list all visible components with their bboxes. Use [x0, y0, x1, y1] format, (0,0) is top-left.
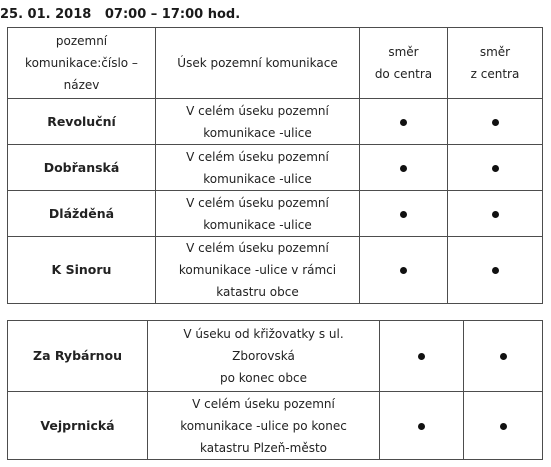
filled-circle-icon [492, 267, 499, 274]
direction-in-cell [360, 191, 448, 237]
column-header-direction-in [360, 28, 448, 99]
direction-in-cell [380, 392, 464, 460]
column-header-direction-in-line-1: směr [388, 45, 419, 59]
direction-in-cell [380, 321, 464, 392]
road-section-line: V úseku od křižovatky s ul. [183, 327, 344, 341]
road-name: Dobřanská [8, 145, 156, 191]
direction-out-cell [464, 392, 543, 460]
date-time-line: 25. 01. 2018 07:00 – 17:00 hod. [0, 7, 241, 22]
filled-circle-icon [400, 267, 407, 274]
table-row [8, 191, 543, 237]
filled-circle-icon [492, 119, 499, 126]
filled-circle-icon [400, 165, 407, 172]
road-name: Dlážděná [8, 191, 156, 237]
column-header-direction-in-line-2: do centra [374, 67, 433, 81]
filled-circle-icon [418, 353, 425, 360]
road-name: K Sinoru [8, 237, 156, 304]
road-section [156, 237, 360, 304]
direction-in-cell [360, 145, 448, 191]
road-section-line: V celém úseku pozemní [186, 241, 329, 255]
filled-circle-icon [492, 165, 499, 172]
road-section [156, 145, 360, 191]
road-section [148, 392, 380, 460]
filled-circle-icon [400, 119, 407, 126]
direction-out-cell [448, 99, 543, 145]
road-section-line: komunikace -ulice [203, 125, 312, 140]
column-header-road-line-3: název [63, 78, 100, 92]
road-closure-table-1 [7, 27, 543, 304]
table-header-row [8, 28, 543, 99]
road-section-line: katastru Plzeň-město [199, 440, 328, 455]
direction-in-cell [360, 99, 448, 145]
filled-circle-icon [400, 211, 407, 218]
table-row [8, 392, 543, 460]
road-name: Za Rybárnou [8, 321, 148, 392]
filled-circle-icon [418, 423, 425, 430]
road-section-line: komunikace -ulice po konec [180, 418, 347, 433]
road-name: Revoluční [8, 99, 156, 145]
column-header-road-line-2: komunikace:číslo – [25, 56, 138, 70]
filled-circle-icon [492, 211, 499, 218]
filled-circle-icon [500, 423, 507, 430]
road-section-line: komunikace -ulice [203, 171, 312, 186]
filled-circle-icon [500, 353, 507, 360]
road-section-line: V celém úseku pozemní [186, 149, 329, 164]
column-header-road-line-1: pozemní [55, 34, 108, 48]
direction-out-cell [448, 191, 543, 237]
road-section [156, 99, 360, 145]
road-closure-table-2 [7, 320, 543, 460]
road-section-line: V celém úseku pozemní [186, 195, 329, 210]
table-row [8, 145, 543, 191]
road-section-line: komunikace -ulice [203, 217, 312, 232]
road-section-line: V celém úseku pozemní [186, 103, 329, 118]
direction-out-cell [464, 321, 543, 392]
column-header-direction-out [448, 28, 543, 99]
road-section-line: Zborovská [232, 349, 295, 363]
road-section-line: katastru obce [216, 285, 299, 299]
column-header-section: Úsek pozemní komunikace [156, 28, 360, 99]
road-section-line: komunikace -ulice v rámci [178, 263, 337, 277]
road-name: Vejprnická [8, 392, 148, 460]
road-section [156, 191, 360, 237]
road-section-line: po konec obce [220, 371, 307, 385]
table-row [8, 99, 543, 145]
direction-out-cell [448, 237, 543, 304]
column-header-road [8, 28, 156, 99]
direction-in-cell [360, 237, 448, 304]
table-row [8, 321, 543, 392]
column-header-direction-out-line-2: z centra [470, 67, 520, 81]
column-header-direction-out-line-1: směr [479, 45, 511, 59]
road-section [148, 321, 380, 392]
table-row [8, 237, 543, 304]
direction-out-cell [448, 145, 543, 191]
road-section-line: V celém úseku pozemní [192, 396, 335, 411]
